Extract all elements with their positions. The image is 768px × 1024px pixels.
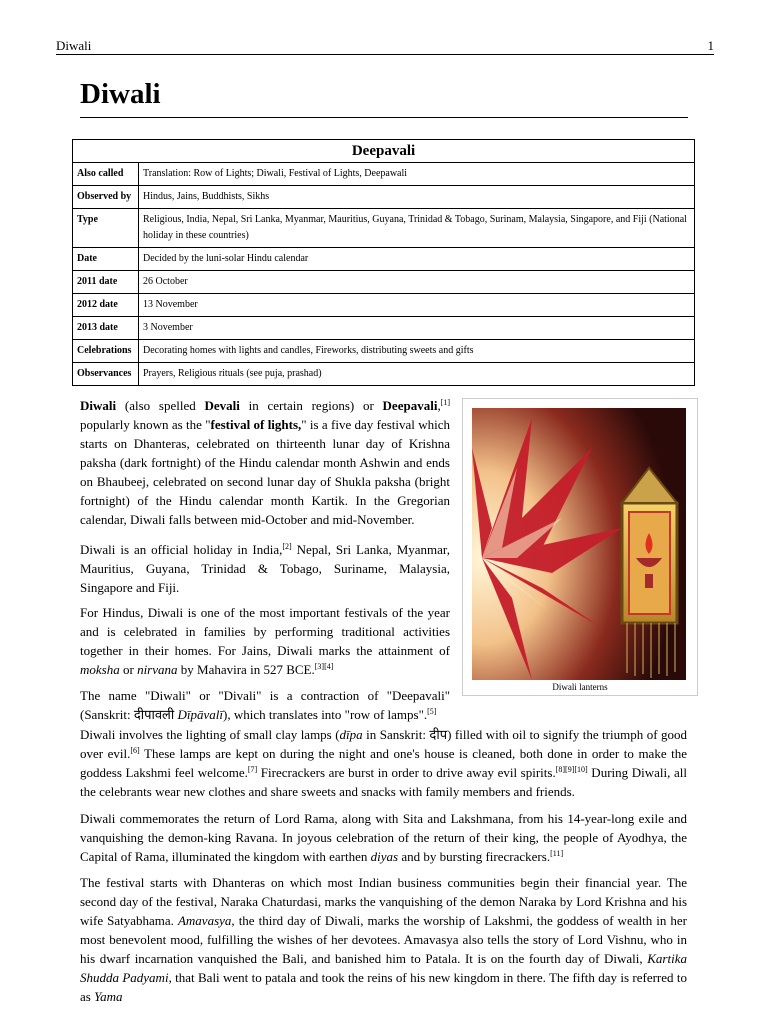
figure-diwali-lanterns bbox=[462, 398, 698, 696]
infobox-caption: Deepavali bbox=[72, 139, 695, 162]
title-divider bbox=[80, 117, 688, 118]
infobox-label: Date bbox=[73, 248, 139, 271]
infobox-label: Celebrations bbox=[73, 340, 139, 363]
infobox-value: Decided by the luni-solar Hindu calendar bbox=[139, 248, 695, 271]
page-number: 1 bbox=[707, 38, 714, 53]
infobox bbox=[72, 139, 695, 386]
article-title: Diwali bbox=[80, 78, 161, 110]
infobox-label: Type bbox=[73, 209, 139, 248]
infobox-row bbox=[73, 271, 695, 294]
citation-ref[interactable]: [11] bbox=[550, 849, 564, 858]
citation-ref[interactable]: [3][4] bbox=[314, 662, 334, 671]
infobox-value: Decorating homes with lights and candles, Fireworks, distributing sweets and gifts bbox=[139, 340, 695, 363]
infobox-row bbox=[73, 317, 695, 340]
lantern-image bbox=[472, 408, 686, 680]
infobox-row bbox=[73, 294, 695, 317]
infobox-value: 3 November bbox=[139, 317, 695, 340]
paragraph-etymology: The name "Diwali" or "Divali" is a contraction of "Deepavali" (Sanskrit: दीपावली Dīpāvalī), which translates into "row of lamps".[5] bbox=[80, 688, 450, 722]
infobox-row bbox=[73, 209, 695, 248]
infobox-value: Translation: Row of Lights; Diwali, Festival of Lights, Deepawali bbox=[139, 163, 695, 186]
citation-ref[interactable]: [5] bbox=[427, 707, 437, 716]
citation-ref[interactable]: [1] bbox=[440, 398, 451, 407]
infobox-label: 2011 date bbox=[73, 271, 139, 294]
paragraph-holiday: Diwali is an official holiday in India,[2] Nepal, Sri Lanka, Myanmar, Mauritius, Guyana, Trinidad & Tobago, Suriname, Malaysia, Singapore and Fiji. bbox=[80, 542, 450, 595]
infobox-row bbox=[73, 163, 695, 186]
paragraph-intro: Diwali (also spelled Devali in certain regions) or Deepavali,[1] popularly known as the "festival of lights," is a five day festival which starts on Dhanteras, celebrated on thirteenth lunar day of Krishna paksha (dark fortnight) of the Hindu calendar month Ashwin and ends on Bhaubeej, celebrated on second lunar day of Shukla paksha (bright fortnight) of the Hindu calendar month Kartik. In the Gregorian calendar, Diwali falls between mid-October and mid-November. bbox=[80, 398, 451, 527]
infobox-label: Observed by bbox=[73, 186, 139, 209]
infobox-value: Religious, India, Nepal, Sri Lanka, Myanmar, Mauritius, Guyana, Trinidad & Tobago, Surinam, Malaysia, Singapore, and Fiji (National holiday in these countries) bbox=[139, 209, 695, 248]
paragraph-lamps: Diwali involves the lighting of small clay lamps (dīpa in Sanskrit: दीप) filled with oil to signify the triumph of good over evil.[6] These lamps are kept on during the night and one's house is cleaned, both done in order to make the goddess Lakshmi feel welcome.[7] Firecrackers are burst in order to drive away evil spirits.[8][9][10] During Diwali, all the celebrants wear new clothes and share sweets and snacks with family members and friends. bbox=[80, 727, 688, 799]
citation-ref[interactable]: [8][9][10] bbox=[555, 765, 588, 774]
infobox-label: 2013 date bbox=[73, 317, 139, 340]
citation-ref[interactable]: [2] bbox=[282, 542, 292, 551]
infobox-row bbox=[73, 186, 695, 209]
infobox-value: Hindus, Jains, Buddhists, Sikhs bbox=[139, 186, 695, 209]
infobox-row bbox=[73, 363, 695, 386]
citation-ref[interactable]: [7] bbox=[247, 765, 258, 774]
running-title: Diwali bbox=[56, 38, 92, 53]
infobox-value: 13 November bbox=[139, 294, 695, 317]
paragraph-five-days: The festival starts with Dhanteras on which most Indian business communities begin their financial year. The second day of the festival, Naraka Chaturdasi, marks the vanquishing of the demon Naraka by Lord Krishna and his wife Satyabhama. Amavasya, the third day of Diwali, marks the worship of Lakshmi, the goddess of wealth in her most benevolent mood, fulfilling the wishes of her devotees. Amavasya also tells the story of Lord Vishnu, who in his dwarf incarnation vanquished the Bali, and banished him to Patala. It is on the fourth day of Diwali, Kartika Shudda Padyami, that Bali went to patala and took the reins of his new kingdom in there. The fifth day is referred to as Yama bbox=[80, 875, 687, 1004]
infobox-value: 26 October bbox=[139, 271, 695, 294]
infobox-label: Observances bbox=[73, 363, 139, 386]
paragraph-rama: Diwali commemorates the return of Lord Rama, along with Sita and Lakshmana, from his 14-year-long exile and vanquishing the demon-king Ravana. In joyous celebration of the return of their king, the people of Ayodhya, the Capital of Rama, illuminated the kingdom with earthen diyas and by bursting firecrackers.[11] bbox=[80, 811, 687, 864]
page-header bbox=[56, 38, 714, 55]
paragraph-significance: For Hindus, Diwali is one of the most important festivals of the year and is celebrated in families by performing traditional activities together in their homes. For Jains, Diwali marks the attainment of moksha or nirvana by Mahavira in 527 BCE.[3][4] bbox=[80, 605, 450, 677]
infobox-row bbox=[73, 340, 695, 363]
infobox-label: Also called bbox=[73, 163, 139, 186]
infobox-value: Prayers, Religious rituals (see puja, prashad) bbox=[139, 363, 695, 386]
figure-caption: Diwali lanterns bbox=[552, 682, 608, 692]
infobox-label: 2012 date bbox=[73, 294, 139, 317]
citation-ref[interactable]: [6] bbox=[130, 746, 140, 755]
infobox-row bbox=[73, 248, 695, 271]
